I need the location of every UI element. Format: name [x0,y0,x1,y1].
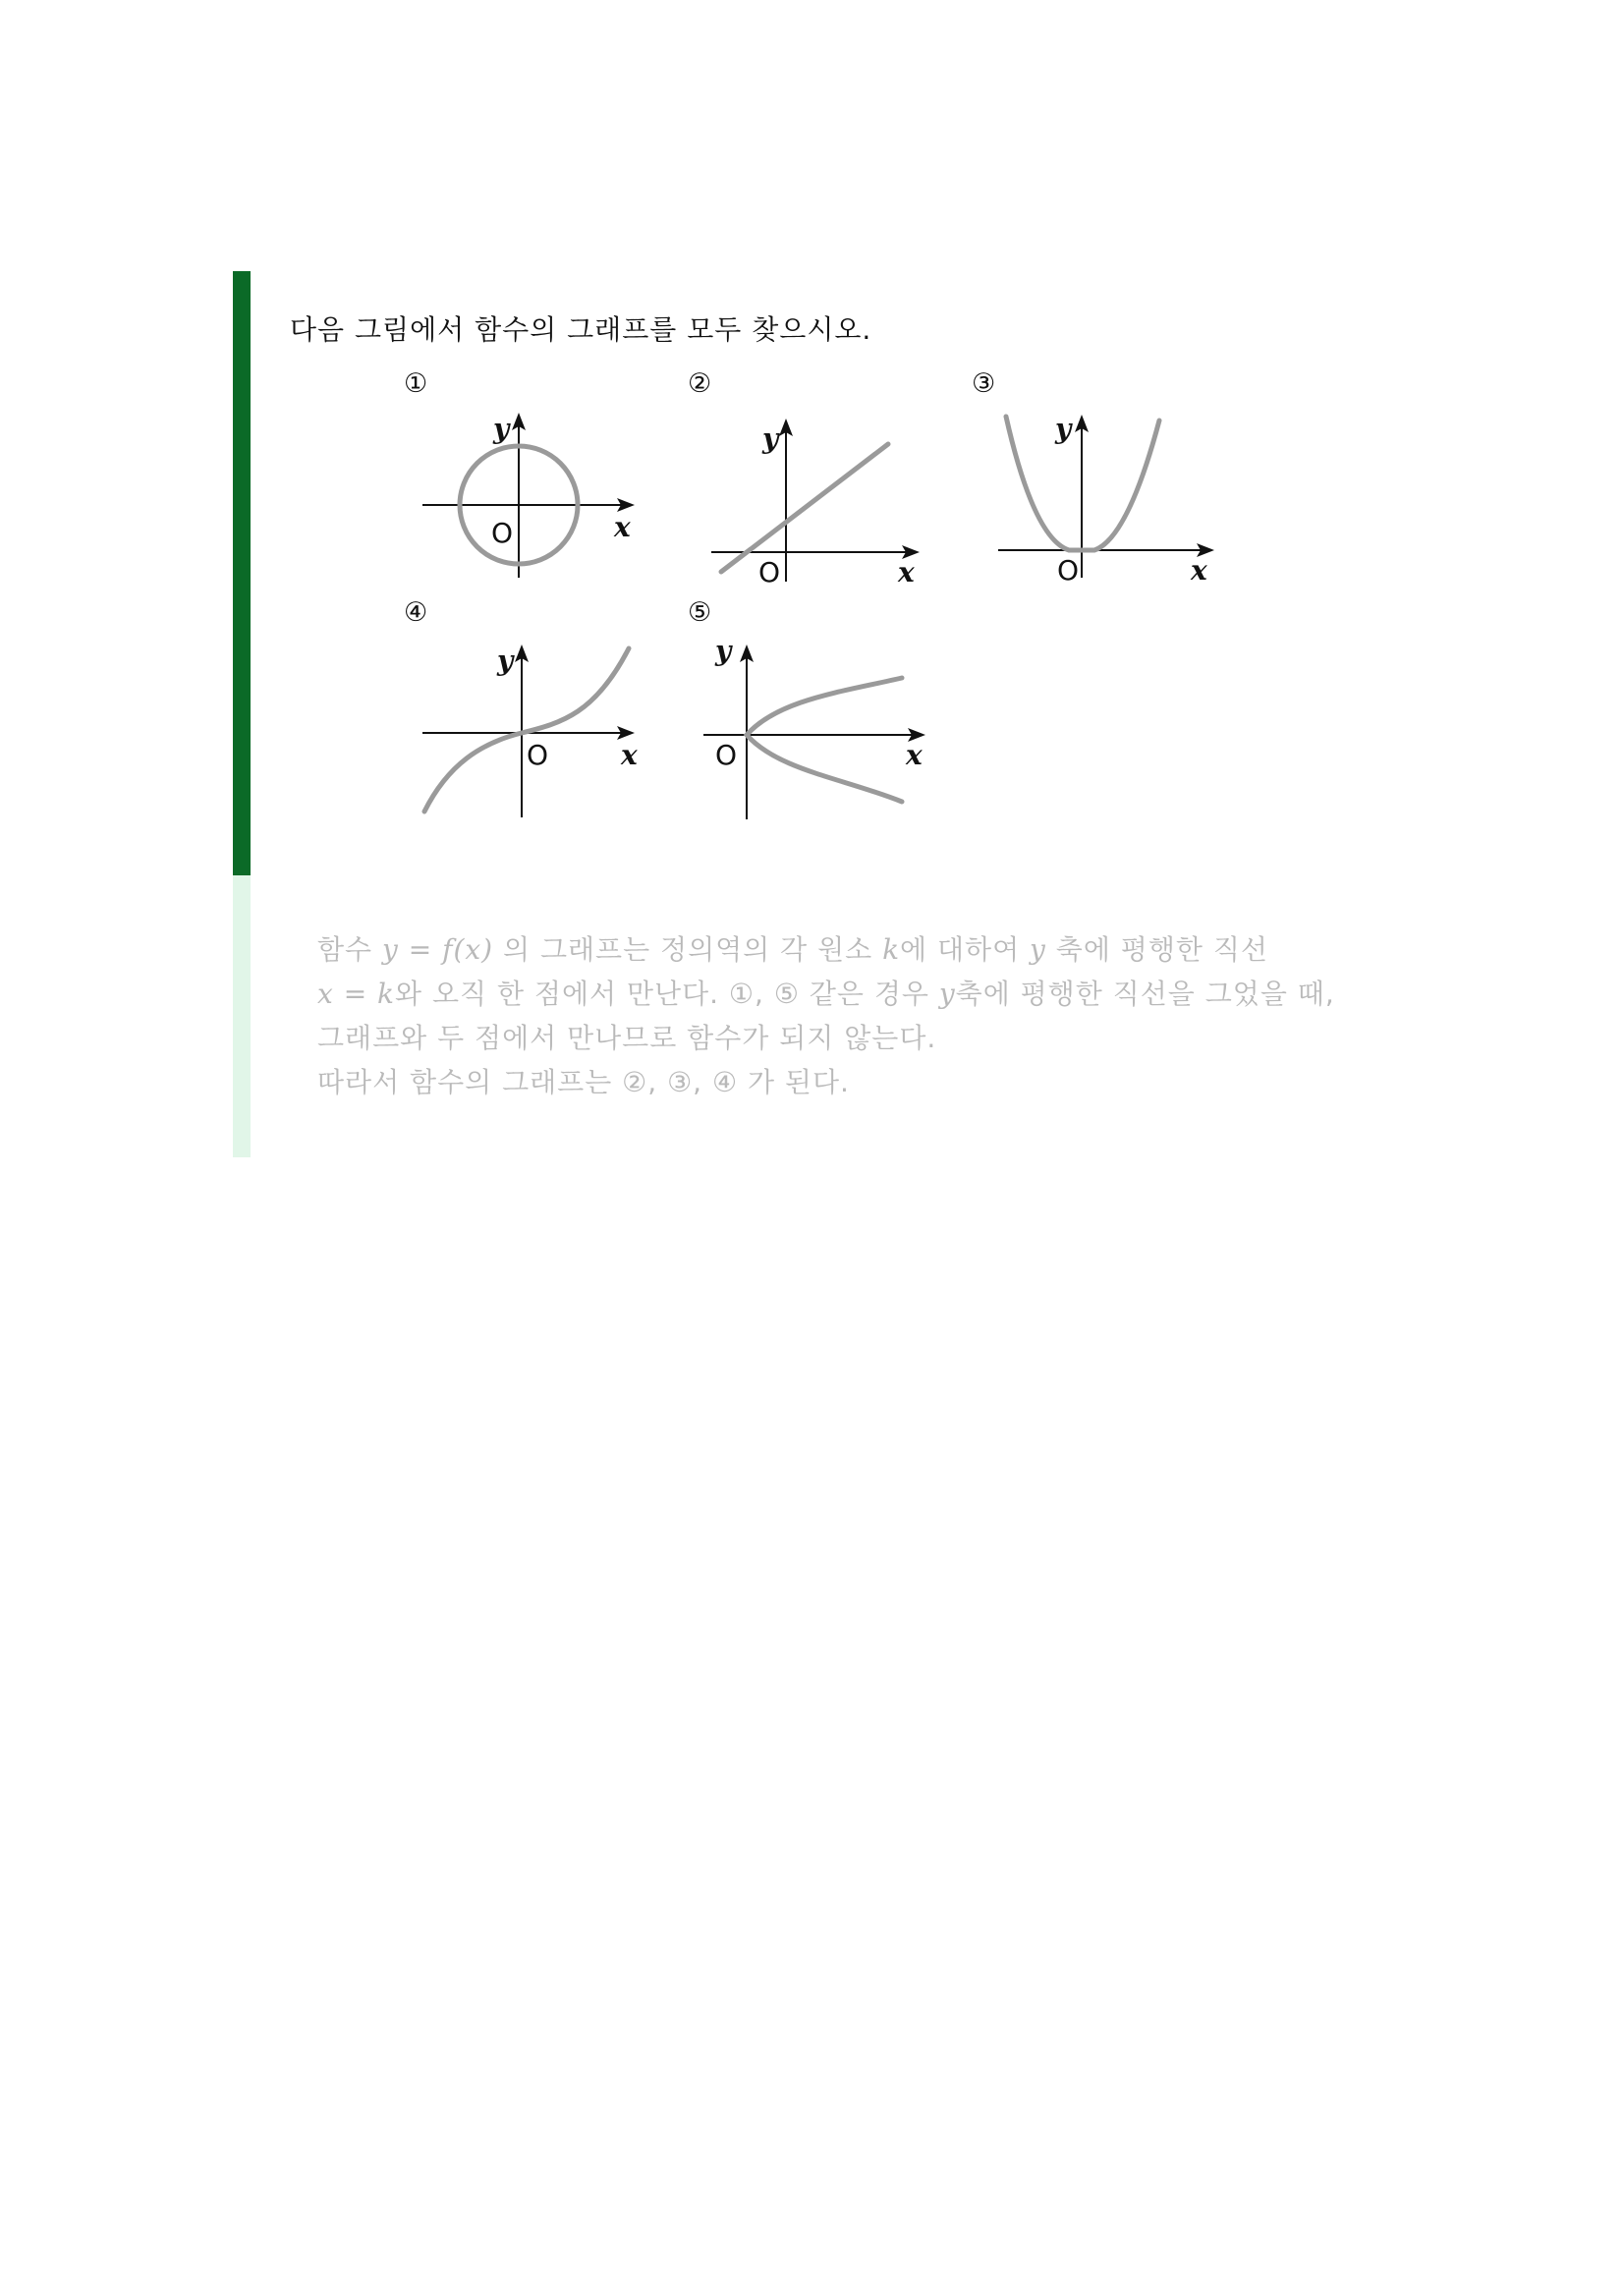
answer-accent-bar [233,875,251,1157]
answer-line-1: 함수 y = f(x) 의 그래프는 정의역의 각 원소 k에 대하여 y 축에 평행한 직선 [317,933,1268,966]
cubic-curve [424,648,629,812]
origin-label: O [758,556,781,588]
origin-label: O [1057,554,1080,587]
answer-line-3: 그래프와 두 점에서 만나므로 함수가 되지 않는다. [317,1022,937,1054]
x-axis-label: x [614,511,631,543]
figure-3-label: ③ [972,368,996,399]
figure-5-label: ⑤ [688,597,712,628]
figure-5-sideways-parabola-graph [696,629,931,825]
origin-label: O [527,739,549,771]
figure-2-line-graph [705,403,926,589]
origin-label: O [491,517,514,549]
sideways-parabola-curve [747,678,902,802]
answer-line-2: x = k와 오직 한 점에서 만난다. ①, ⑤ 같은 경우 y축에 평행한 직선을 그었을 때, [317,978,1335,1010]
y-axis-label: y [1055,413,1072,445]
x-axis-label: x [906,739,923,771]
y-axis-label: y [715,635,732,667]
figure-2-label: ② [688,368,712,399]
figure-4-cubic-graph [413,629,648,825]
origin-label: O [715,739,738,771]
y-axis-label: y [497,644,514,677]
x-axis-label: x [621,739,638,771]
answer-explanation [317,927,1335,1104]
question-accent-bar [233,271,251,875]
x-axis-label: x [898,556,915,588]
figure-4-label: ④ [404,597,428,628]
answer-line-4: 따라서 함수의 그래프는 ②, ③, ④ 가 된다. [317,1066,850,1098]
y-axis-label: y [762,422,779,455]
figure-1-label: ① [404,368,428,399]
question-text: 다음 그림에서 함수의 그래프를 모두 찾으시오. [290,313,872,346]
figure-3-parabola-graph [992,403,1228,589]
x-axis-label: x [1191,554,1207,587]
y-axis-label: y [493,413,510,445]
figure-1-circle-graph [413,403,648,589]
